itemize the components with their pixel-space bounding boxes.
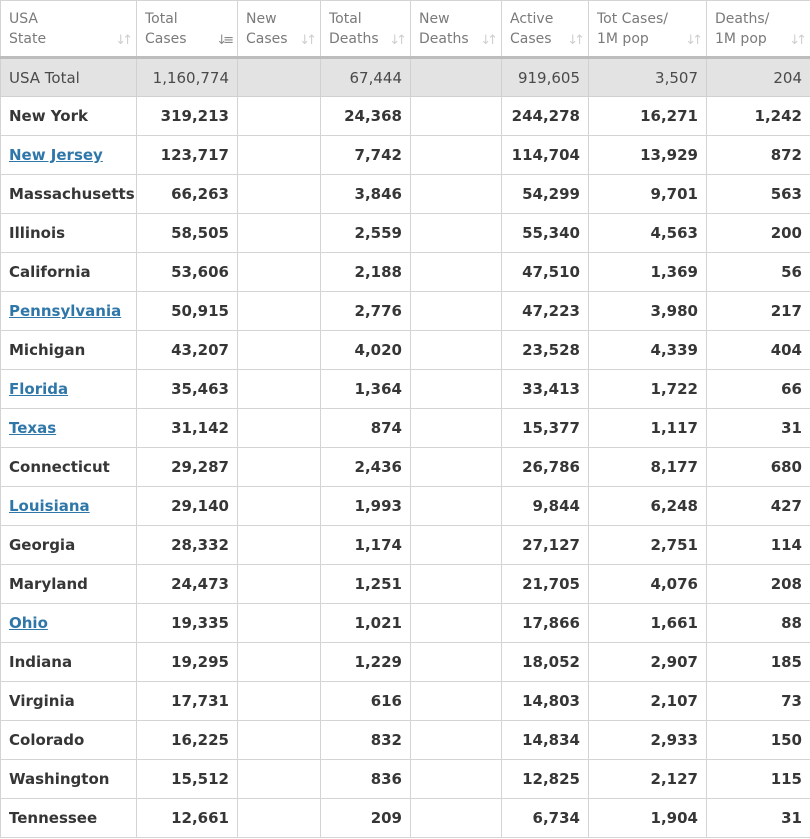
deaths-per-1m-cell: 680 — [707, 448, 810, 487]
new-deaths-cell — [411, 487, 502, 526]
total-cases-cell: 29,140 — [137, 487, 238, 526]
new-cases-cell — [238, 58, 321, 97]
new-cases-cell — [238, 682, 321, 721]
active-cases-cell: 14,834 — [502, 721, 589, 760]
deaths-per-1m-cell: 185 — [707, 643, 810, 682]
sort-icon[interactable]: ↓↑ — [567, 33, 581, 48]
state-name-cell: Massachusetts — [1, 175, 137, 214]
new-deaths-cell — [411, 643, 502, 682]
deaths-per-1m-cell: 208 — [707, 565, 810, 604]
state-link[interactable]: Florida — [9, 380, 69, 398]
header-deaths-per-1m[interactable] — [707, 1, 810, 58]
new-deaths-cell — [411, 214, 502, 253]
header-label-line1: USA — [9, 10, 38, 27]
sort-descending-icon[interactable]: ↓≡ — [216, 33, 230, 48]
table-row — [1, 487, 810, 526]
state-link[interactable]: New Jersey — [9, 146, 103, 164]
total-cases-cell: 16,225 — [137, 721, 238, 760]
state-name-cell — [1, 604, 137, 643]
total-cases-cell: 123,717 — [137, 136, 238, 175]
deaths-per-1m-cell: 217 — [707, 292, 810, 331]
new-deaths-cell — [411, 565, 502, 604]
total-deaths-cell: 3,846 — [321, 175, 411, 214]
header-label-line2: Cases — [510, 30, 552, 47]
header-cases-per-1m[interactable] — [589, 1, 707, 58]
header-row — [1, 1, 810, 58]
active-cases-cell: 27,127 — [502, 526, 589, 565]
new-cases-cell — [238, 448, 321, 487]
new-deaths-cell — [411, 253, 502, 292]
total-deaths-cell: 2,776 — [321, 292, 411, 331]
state-name-cell: Virginia — [1, 682, 137, 721]
active-cases-cell: 17,866 — [502, 604, 589, 643]
cases-per-1m-cell: 2,127 — [589, 760, 707, 799]
new-deaths-cell — [411, 136, 502, 175]
header-label-line2: 1M pop — [597, 30, 649, 47]
total-deaths-cell: 836 — [321, 760, 411, 799]
new-cases-cell — [238, 409, 321, 448]
deaths-per-1m-cell: 66 — [707, 370, 810, 409]
active-cases-cell: 114,704 — [502, 136, 589, 175]
new-cases-cell — [238, 526, 321, 565]
total-deaths-cell: 209 — [321, 799, 411, 838]
state-name-cell: Georgia — [1, 526, 137, 565]
table-row — [1, 409, 810, 448]
state-name-cell: California — [1, 253, 137, 292]
cases-per-1m-cell: 2,907 — [589, 643, 707, 682]
new-deaths-cell — [411, 604, 502, 643]
total-deaths-cell: 1,229 — [321, 643, 411, 682]
new-deaths-cell — [411, 370, 502, 409]
cases-per-1m-cell: 13,929 — [589, 136, 707, 175]
total-deaths-cell: 616 — [321, 682, 411, 721]
new-cases-cell — [238, 136, 321, 175]
cases-per-1m-cell: 2,933 — [589, 721, 707, 760]
active-cases-cell: 14,803 — [502, 682, 589, 721]
state-name-cell — [1, 370, 137, 409]
deaths-per-1m-cell: 31 — [707, 409, 810, 448]
new-deaths-cell — [411, 448, 502, 487]
new-deaths-cell — [411, 292, 502, 331]
header-label-line1: Total — [329, 10, 362, 27]
active-cases-cell: 23,528 — [502, 331, 589, 370]
deaths-per-1m-cell: 200 — [707, 214, 810, 253]
total-deaths-cell: 67,444 — [321, 58, 411, 97]
new-cases-cell — [238, 760, 321, 799]
header-usa-state[interactable] — [1, 1, 137, 58]
total-deaths-cell: 4,020 — [321, 331, 411, 370]
header-label-line2: Deaths — [419, 30, 469, 47]
new-cases-cell — [238, 214, 321, 253]
new-cases-cell — [238, 253, 321, 292]
total-cases-cell: 31,142 — [137, 409, 238, 448]
header-total-cases[interactable] — [137, 1, 238, 58]
new-cases-cell — [238, 565, 321, 604]
new-deaths-cell — [411, 721, 502, 760]
header-new-cases[interactable] — [238, 1, 321, 58]
state-name-cell: New York — [1, 97, 137, 136]
new-deaths-cell — [411, 97, 502, 136]
state-link[interactable]: Texas — [9, 419, 57, 437]
total-deaths-cell: 1,364 — [321, 370, 411, 409]
total-deaths-cell: 832 — [321, 721, 411, 760]
cases-per-1m-cell: 3,980 — [589, 292, 707, 331]
new-deaths-cell — [411, 682, 502, 721]
deaths-per-1m-cell: 204 — [707, 58, 810, 97]
sort-icon[interactable]: ↓↑ — [299, 33, 313, 48]
total-deaths-cell: 874 — [321, 409, 411, 448]
cases-per-1m-cell: 6,248 — [589, 487, 707, 526]
active-cases-cell: 12,825 — [502, 760, 589, 799]
header-label-line2: State — [9, 30, 47, 47]
table-row — [1, 643, 810, 682]
deaths-per-1m-cell: 404 — [707, 331, 810, 370]
total-cases-cell: 319,213 — [137, 97, 238, 136]
table-row — [1, 799, 810, 838]
table-row — [1, 253, 810, 292]
state-name-cell: Maryland — [1, 565, 137, 604]
table-row — [1, 136, 810, 175]
cases-per-1m-cell: 2,107 — [589, 682, 707, 721]
header-label-line1: Deaths/ — [715, 10, 770, 27]
header-label-line1: Tot Cases/ — [597, 10, 668, 27]
new-cases-cell — [238, 292, 321, 331]
new-deaths-cell — [411, 331, 502, 370]
new-cases-cell — [238, 643, 321, 682]
usa-total-row — [1, 58, 810, 97]
total-cases-cell: 12,661 — [137, 799, 238, 838]
new-deaths-cell — [411, 409, 502, 448]
deaths-per-1m-cell: 563 — [707, 175, 810, 214]
deaths-per-1m-cell: 88 — [707, 604, 810, 643]
table-row — [1, 97, 810, 136]
active-cases-cell: 47,510 — [502, 253, 589, 292]
cases-per-1m-cell: 1,369 — [589, 253, 707, 292]
new-cases-cell — [238, 799, 321, 838]
cases-per-1m-cell: 1,117 — [589, 409, 707, 448]
active-cases-cell: 244,278 — [502, 97, 589, 136]
active-cases-cell: 54,299 — [502, 175, 589, 214]
header-new-deaths[interactable] — [411, 1, 502, 58]
total-cases-cell: 29,287 — [137, 448, 238, 487]
new-deaths-cell — [411, 175, 502, 214]
sort-icon[interactable]: ↓↑ — [480, 33, 494, 48]
header-label-line2: 1M pop — [715, 30, 767, 47]
cases-per-1m-cell: 4,563 — [589, 214, 707, 253]
header-label-line1: Total — [145, 10, 178, 27]
total-cases-cell: 19,335 — [137, 604, 238, 643]
sort-icon[interactable]: ↓↑ — [789, 33, 803, 48]
deaths-per-1m-cell: 56 — [707, 253, 810, 292]
deaths-per-1m-cell: 150 — [707, 721, 810, 760]
state-name-cell: Tennessee — [1, 799, 137, 838]
sort-icon[interactable]: ↓↑ — [685, 33, 699, 48]
cases-per-1m-cell: 4,339 — [589, 331, 707, 370]
total-cases-cell: 66,263 — [137, 175, 238, 214]
total-deaths-cell: 2,436 — [321, 448, 411, 487]
header-active-cases[interactable] — [502, 1, 589, 58]
total-cases-cell: 43,207 — [137, 331, 238, 370]
total-deaths-cell: 1,993 — [321, 487, 411, 526]
total-deaths-cell: 1,174 — [321, 526, 411, 565]
table-row — [1, 175, 810, 214]
state-name-cell — [1, 292, 137, 331]
table-row — [1, 604, 810, 643]
state-link[interactable]: Ohio — [9, 614, 48, 632]
sort-icon[interactable]: ↓↑ — [389, 33, 403, 48]
new-deaths-cell — [411, 760, 502, 799]
total-cases-cell: 19,295 — [137, 643, 238, 682]
new-cases-cell — [238, 97, 321, 136]
deaths-per-1m-cell: 73 — [707, 682, 810, 721]
state-name-cell — [1, 487, 137, 526]
state-name-cell: Colorado — [1, 721, 137, 760]
header-label-line1: Active — [510, 10, 554, 27]
table-row — [1, 370, 810, 409]
cases-per-1m-cell: 1,904 — [589, 799, 707, 838]
new-deaths-cell — [411, 799, 502, 838]
deaths-per-1m-cell: 1,242 — [707, 97, 810, 136]
state-name-cell — [1, 409, 137, 448]
total-deaths-cell: 24,368 — [321, 97, 411, 136]
deaths-per-1m-cell: 114 — [707, 526, 810, 565]
active-cases-cell: 18,052 — [502, 643, 589, 682]
cases-per-1m-cell: 2,751 — [589, 526, 707, 565]
total-deaths-cell: 1,251 — [321, 565, 411, 604]
state-link[interactable]: Pennsylvania — [9, 302, 122, 320]
state-name-cell: Connecticut — [1, 448, 137, 487]
total-deaths-cell: 2,188 — [321, 253, 411, 292]
total-deaths-cell: 2,559 — [321, 214, 411, 253]
total-cases-cell: 24,473 — [137, 565, 238, 604]
new-cases-cell — [238, 331, 321, 370]
active-cases-cell: 47,223 — [502, 292, 589, 331]
total-deaths-cell: 1,021 — [321, 604, 411, 643]
state-name-cell: Illinois — [1, 214, 137, 253]
total-cases-cell: 28,332 — [137, 526, 238, 565]
table-row — [1, 760, 810, 799]
cases-per-1m-cell: 1,722 — [589, 370, 707, 409]
cases-per-1m-cell: 9,701 — [589, 175, 707, 214]
total-cases-cell: 17,731 — [137, 682, 238, 721]
table-row — [1, 214, 810, 253]
header-label-line1: New — [419, 10, 450, 27]
total-cases-cell: 15,512 — [137, 760, 238, 799]
total-cases-cell: 58,505 — [137, 214, 238, 253]
active-cases-cell: 33,413 — [502, 370, 589, 409]
deaths-per-1m-cell: 115 — [707, 760, 810, 799]
cases-per-1m-cell: 3,507 — [589, 58, 707, 97]
state-name-cell — [1, 136, 137, 175]
new-cases-cell — [238, 487, 321, 526]
total-label: USA Total — [1, 58, 137, 97]
cases-per-1m-cell: 16,271 — [589, 97, 707, 136]
state-link[interactable]: Louisiana — [9, 497, 90, 515]
table-row — [1, 292, 810, 331]
header-total-deaths[interactable] — [321, 1, 411, 58]
header-label-line2: Cases — [145, 30, 187, 47]
total-deaths-cell: 7,742 — [321, 136, 411, 175]
state-name-cell: Michigan — [1, 331, 137, 370]
header-label-line2: Cases — [246, 30, 288, 47]
table-row — [1, 526, 810, 565]
total-cases-cell: 1,160,774 — [137, 58, 238, 97]
active-cases-cell: 26,786 — [502, 448, 589, 487]
cases-per-1m-cell: 4,076 — [589, 565, 707, 604]
new-cases-cell — [238, 370, 321, 409]
total-cases-cell: 50,915 — [137, 292, 238, 331]
header-label-line2: Deaths — [329, 30, 379, 47]
active-cases-cell: 15,377 — [502, 409, 589, 448]
active-cases-cell: 919,605 — [502, 58, 589, 97]
total-cases-cell: 53,606 — [137, 253, 238, 292]
table-row — [1, 331, 810, 370]
sort-icon[interactable]: ↓↑ — [115, 33, 129, 48]
state-name-cell: Washington — [1, 760, 137, 799]
new-cases-cell — [238, 721, 321, 760]
active-cases-cell: 21,705 — [502, 565, 589, 604]
table-row — [1, 565, 810, 604]
cases-per-1m-cell: 8,177 — [589, 448, 707, 487]
new-cases-cell — [238, 175, 321, 214]
new-deaths-cell — [411, 58, 502, 97]
new-cases-cell — [238, 604, 321, 643]
header-label-line1: New — [246, 10, 277, 27]
table-row — [1, 448, 810, 487]
deaths-per-1m-cell: 31 — [707, 799, 810, 838]
cases-per-1m-cell: 1,661 — [589, 604, 707, 643]
deaths-per-1m-cell: 427 — [707, 487, 810, 526]
new-deaths-cell — [411, 526, 502, 565]
total-cases-cell: 35,463 — [137, 370, 238, 409]
active-cases-cell: 6,734 — [502, 799, 589, 838]
table-row — [1, 721, 810, 760]
active-cases-cell: 9,844 — [502, 487, 589, 526]
state-name-cell: Indiana — [1, 643, 137, 682]
deaths-per-1m-cell: 872 — [707, 136, 810, 175]
active-cases-cell: 55,340 — [502, 214, 589, 253]
table-row — [1, 682, 810, 721]
